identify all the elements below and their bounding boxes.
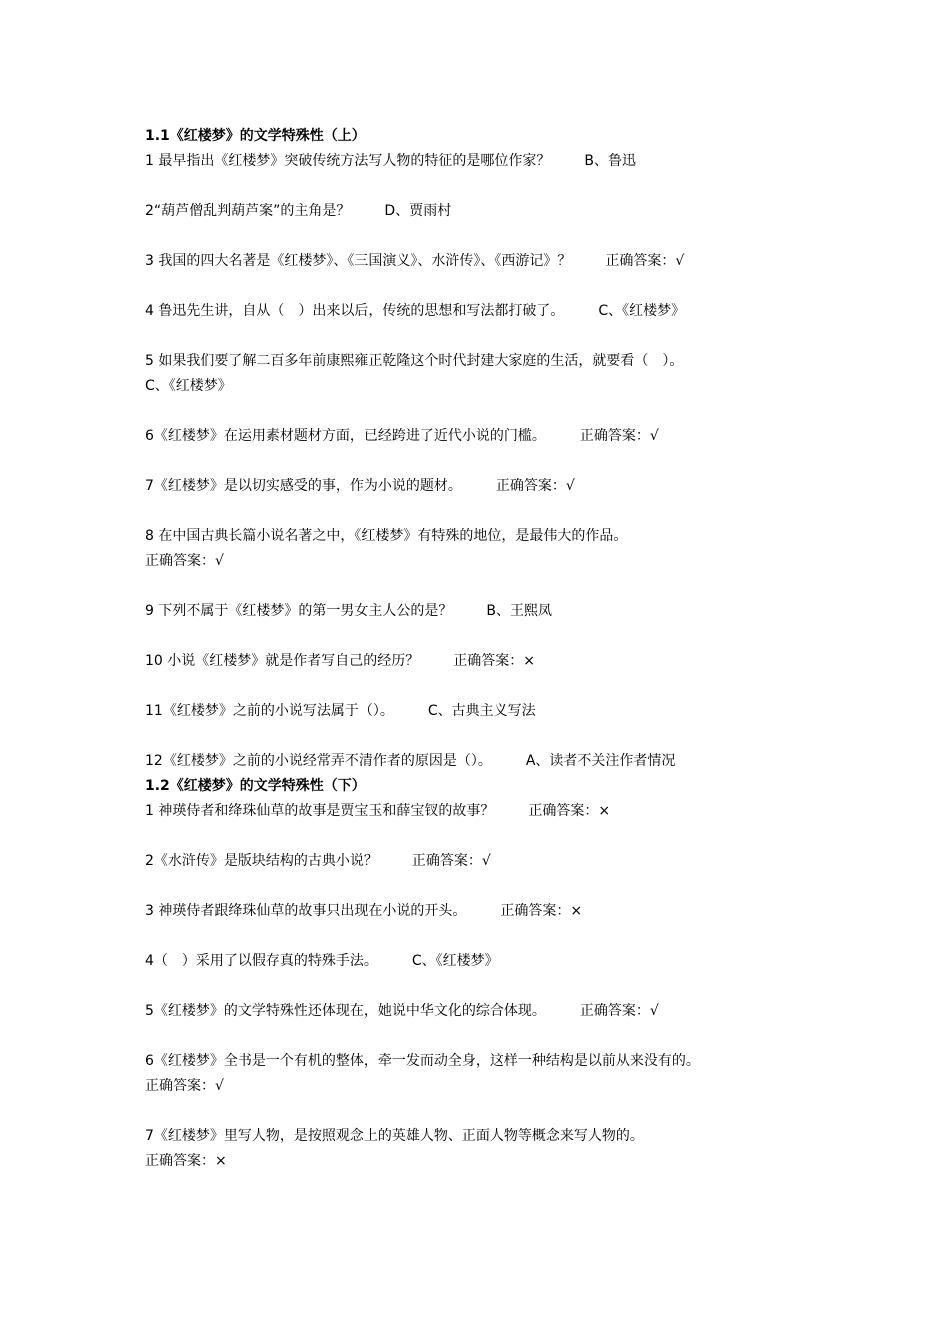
question-item [145,699,825,724]
section-title: 1.2《红楼梦》的文学特殊性（下） [145,778,366,794]
question-item [145,799,825,824]
question-text: 3 我国的四大名著是《红楼梦》、《三国演义》、水浒传》、《西游记》？ [145,253,572,269]
answer-text: 正确答案：× [453,653,535,669]
question-text: 10 小说《红楼梦》就是作者写自己的经历？ [145,653,420,669]
answer-text: B、鲁迅 [584,153,636,169]
question-text: 8 在中国古典长篇小说名著之中，《红楼梦》有特殊的地位，是最伟大的作品。 [145,528,628,544]
question-text: 1 最早指出《红楼梦》突破传统方法写人物的特征的是哪位作家？ [145,153,551,169]
answer-text: C、古典主义写法 [427,703,536,719]
question-item [145,149,825,174]
answer-text: 正确答案：× [528,803,611,819]
answer-text: 正确答案：× [500,903,583,919]
answer-text: D、贾雨村 [384,203,452,219]
answer-text: 正确答案：√ [145,553,224,569]
question-item [145,999,825,1024]
question-text: 3 神瑛侍者跟绛珠仙草的故事只出现在小说的开头。 [145,903,467,919]
question-text: 4 鲁迅先生讲，自从（ ）出来以后，传统的思想和写法都打破了。 [145,303,565,319]
question-item [145,849,825,874]
answer-text: 正确答案：√ [145,1078,224,1094]
question-text: 1 神瑛侍者和绛珠仙草的故事是贾宝玉和薛宝钗的故事？ [145,803,495,819]
question-item [145,249,825,274]
answer-text: A、读者不关注作者情况 [525,753,676,769]
question-text: 7《红楼梦》是以切实感受的事，作为小说的题材。 [145,478,462,494]
question-item [145,649,825,674]
question-item [145,949,825,974]
question-item [145,599,825,624]
answer-text: C、《红楼梦》 [598,303,686,319]
question-text: 7《红楼梦》里写人物，是按照观念上的英雄人物、正面人物等概念来写人物的。 [145,1128,644,1144]
answer-text: 正确答案：√ [411,853,491,869]
question-item [145,1049,825,1099]
answer-text: C、《红楼梦》 [145,378,232,394]
section-1-1 [145,124,825,774]
answer-text: 正确答案：√ [579,428,659,444]
question-text: 9 下列不属于《红楼梦》的第一男女主人公的是？ [145,603,453,619]
question-item [145,1124,825,1174]
answer-text: 正确答案：× [145,1153,227,1169]
document-page [145,124,825,1174]
question-item [145,749,825,774]
question-text: 6《红楼梦》在运用素材题材方面，已经跨进了近代小说的门槛。 [145,428,546,444]
question-text: 5《红楼梦》的文学特殊性还体现在，她说中华文化的综合体现。 [145,1003,546,1019]
question-item [145,299,825,324]
question-item [145,424,825,449]
question-text: 5 如果我们要了解二百多年前康熙雍正乾隆这个时代封建大家庭的生活，就要看（ ）。 [145,353,684,369]
question-text: 4（ ）采用了以假存真的特殊手法。 [145,953,378,969]
section-title: 1.1《红楼梦》的文学特殊性（上） [145,128,366,144]
question-item [145,474,825,499]
question-text: 2“葫芦僧乱判葫芦案”的主角是？ [145,203,351,219]
answer-text: 正确答案：√ [495,478,575,494]
question-text: 2《水浒传》是版块结构的古典小说？ [145,853,378,869]
question-item [145,349,825,399]
question-text: 6《红楼梦》全书是一个有机的整体，牵一发而动全身，这样一种结构是以前从来没有的。 [145,1053,700,1069]
question-item [145,524,825,574]
section-1-2 [145,774,825,1174]
question-text: 12《红楼梦》之前的小说经常弄不清作者的原因是（）。 [145,753,492,769]
question-item [145,199,825,224]
question-item [145,899,825,924]
answer-text: 正确答案：√ [579,1003,659,1019]
answer-text: 正确答案：√ [605,253,685,269]
answer-text: B、王熙凤 [486,603,552,619]
question-text: 11《红楼梦》之前的小说写法属于（）。 [145,703,394,719]
answer-text: C、《红楼梦》 [411,953,499,969]
